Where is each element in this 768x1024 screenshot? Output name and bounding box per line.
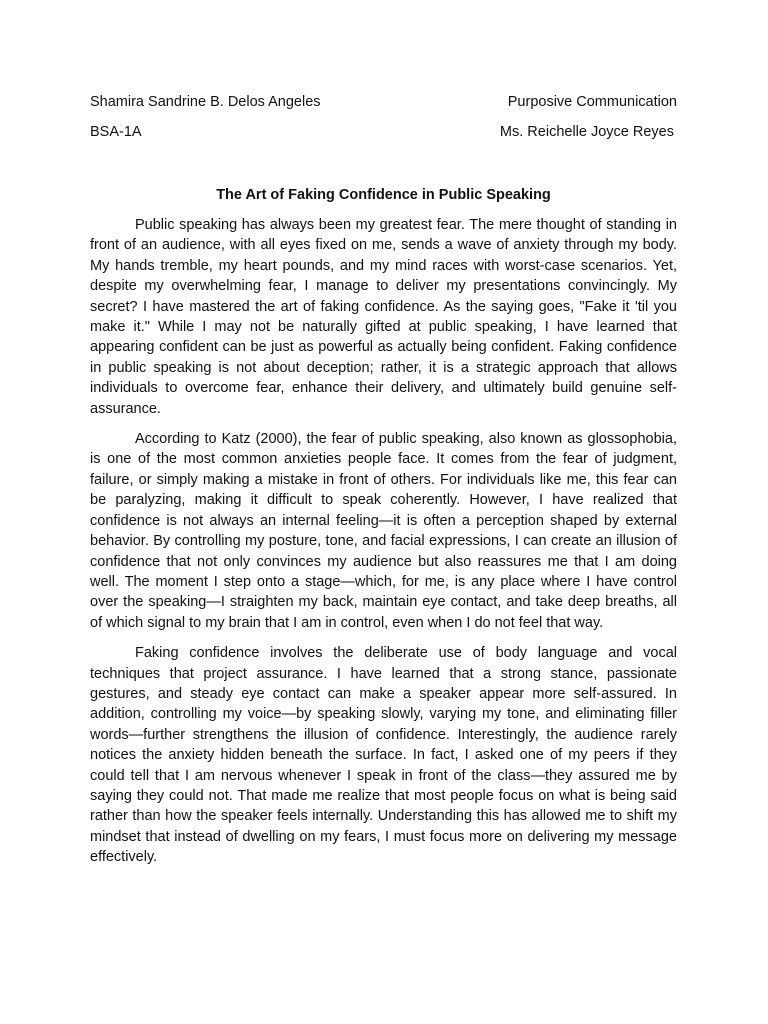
paragraph-2: According to Katz (2000), the fear of public speaking, also known as glossophobia, is one of the most common anxieties people face. It comes from the fear of judgment, failure, or simply making a mistake in front of others. For individuals like me, this fear can be paralyzing, making it difficult to speak coherently. However, I have realized that confidence is not always an internal feeling—it is often a perception shaped by external behavior. By controlling my posture, tone, and facial expressions, I can create an illusion of confidence that not only convinces my audience but also reassures me that I am doing well. The moment I step onto a stage—which, for me, is any place where I have control over the speaking—I straighten my back, maintain eye contact, and take deep breaths, all of which signal to my brain that I am in control, even when I do not feel that way. bbox=[90, 431, 677, 631]
header-row-2 bbox=[90, 122, 677, 142]
instructor-name: Ms. Reichelle Joyce Reyes bbox=[499, 124, 674, 140]
paragraph-3: Faking confidence involves the deliberate use of body language and vocal techniques that project assurance. I have learned that a strong stance, passionate gestures, and steady eye contact can make a speaker appear more self-assured. In addition, controlling my voice—by speaking slowly, varying my tone, and eliminating filler words—further strengthens the illusion of confidence. Interestingly, the audience rarely notices the anxiety hidden beneath the surface. In fact, I asked one of my peers if they could tell that I am nervous whenever I speak in front of the class—they assured me by saying they could not. That made me realize that most people focus on what is being said rather than how the speaker feels internally. Understanding this has allowed me to shift my mindset that instead of dwelling on my fears, I must focus more on delivering my message effectively. bbox=[90, 645, 677, 866]
student-name: Shamira Sandrine B. Delos Angeles bbox=[90, 94, 321, 110]
paragraph-1: Public speaking has always been my greatest fear. The mere thought of standing in front of an audience, with all eyes fixed on me, sends a wave of anxiety through my body. My hands tremble, my heart pounds, and my mind races with worst-case scenarios. Yet, despite my overwhelming fear, I manage to deliver my presentations convincingly. My secret? I have mastered the art of faking confidence. As the saying goes, "Fake it 'til you make it." While I may not be naturally gifted at public speaking, I have learned that appearing confident can be just as powerful as actually being confident. Faking confidence in public speaking is not about deception; rather, it is a strategic approach that allows individuals to overcome fear, enhance their delivery, and ultimately build genuine self-assurance. bbox=[90, 217, 677, 417]
section-name: BSA-1A bbox=[90, 124, 142, 140]
essay-title: The Art of Faking Confidence in Public Speaking bbox=[216, 187, 551, 203]
document-page bbox=[90, 92, 677, 878]
course-name: Purposive Communication bbox=[507, 94, 677, 110]
header-row-1 bbox=[90, 92, 677, 112]
